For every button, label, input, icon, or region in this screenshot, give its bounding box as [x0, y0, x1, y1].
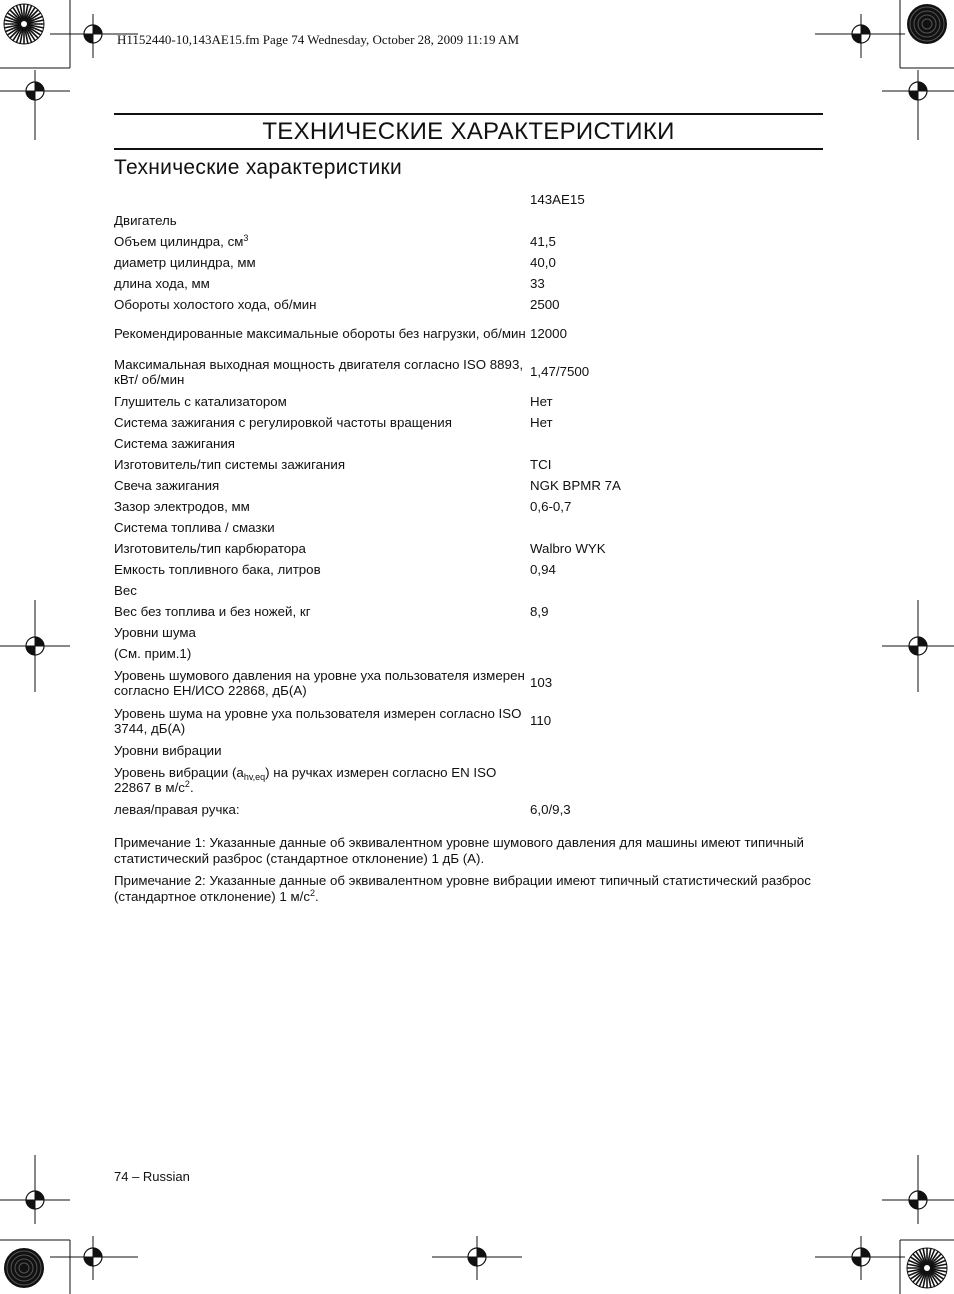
spec-value: 40,0 — [530, 254, 556, 270]
spec-label-text: Обороты холостого хода, об/мин — [114, 296, 317, 312]
spec-label — [114, 761, 530, 799]
spec-label-text: левая/правая ручка: — [114, 801, 240, 817]
spec-label — [114, 231, 530, 252]
spec-row — [114, 622, 823, 643]
spec-row — [114, 231, 823, 252]
spec-row — [114, 664, 823, 702]
section-title: Технические характеристики — [114, 156, 403, 179]
spec-row — [114, 294, 823, 315]
spec-row — [114, 252, 823, 273]
spec-row — [114, 702, 823, 740]
spec-value: 1,47/7500 — [530, 364, 590, 380]
spec-value — [530, 761, 823, 799]
spec-label-sub: hv,eq — [243, 771, 266, 782]
spec-value — [530, 517, 823, 538]
spec-row — [114, 353, 823, 391]
spec-label — [114, 454, 530, 475]
spec-label-text: Уровни шума — [114, 624, 196, 640]
spec-label-text: Система топлива / смазки — [114, 519, 275, 535]
note-2 — [114, 873, 834, 905]
spec-label-text: Система зажигания — [114, 435, 235, 451]
spec-label-text: Уровень шума на уровне уха пользователя измерен согласно ISO 3744, дБ(A) — [114, 705, 522, 736]
spec-label — [114, 210, 530, 231]
model-header-row — [114, 190, 823, 210]
spec-label-text: Вес без топлива и без ножей, кг — [114, 603, 311, 619]
spec-row — [114, 643, 823, 664]
spec-label — [114, 799, 530, 820]
spec-label-sup: 3 — [243, 232, 249, 243]
spec-label — [114, 252, 530, 273]
spec-value: 0,94 — [530, 561, 556, 577]
note-2-end: . — [315, 889, 319, 904]
spec-row — [114, 538, 823, 559]
spec-row — [114, 433, 823, 454]
spec-value: 12000 — [530, 326, 567, 342]
spec-value — [530, 433, 823, 454]
spec-label-text: Уровни вибрации — [114, 742, 222, 758]
spec-value: Walbro WYK — [530, 540, 606, 556]
spec-row — [114, 475, 823, 496]
spec-value: 6,0/9,3 — [530, 801, 571, 817]
spec-value — [530, 210, 823, 231]
spec-row — [114, 391, 823, 412]
spec-value: 0,6-0,7 — [530, 498, 572, 514]
spec-row — [114, 559, 823, 580]
spec-value: Нет — [530, 414, 553, 430]
spec-label-text: (См. прим.1) — [114, 645, 192, 661]
spec-value: NGK BPMR 7A — [530, 477, 621, 493]
spec-value: 33 — [530, 275, 545, 291]
spec-value: 110 — [530, 713, 552, 729]
note-2-text: Примечание 2: Указанные данные об эквивалентном уровне вибрации имеют типичный статистический разброс (стандартное отклонение) 1 м/с — [114, 873, 811, 904]
spec-label — [114, 315, 530, 353]
spec-label-text: Максимальная выходная мощность двигателя согласно ISO 8893, кВт/ об/мин — [114, 356, 524, 387]
spec-label-text: Система зажигания с регулировкой частоты вращения — [114, 414, 452, 430]
spec-label — [114, 580, 530, 601]
spec-label-text: Уровень шумового давления на уровне уха пользователя измерен согласно ЕН/ИСО 22868, дБ(А) — [114, 667, 525, 698]
model-header: 143AE15 — [530, 192, 585, 208]
spec-label-text: Свеча зажигания — [114, 477, 220, 493]
spec-label-text: Емкость топливного бака, литров — [114, 561, 321, 577]
page-footer: 74 – Russian — [114, 1169, 190, 1184]
spec-row — [114, 273, 823, 294]
spec-label — [114, 601, 530, 622]
spec-value — [530, 740, 823, 761]
spec-label-text: Рекомендированные максимальные обороты без нагрузки, об/мин — [114, 326, 526, 342]
spec-label — [114, 391, 530, 412]
spec-label — [114, 496, 530, 517]
page-title: ТЕХНИЧЕСКИЕ ХАРАКТЕРИСТИКИ — [262, 117, 675, 145]
spec-row — [114, 315, 823, 353]
spec-row — [114, 761, 823, 799]
spec-label-text: диаметр цилиндра, мм — [114, 254, 256, 270]
spec-value: 103 — [530, 675, 553, 691]
spec-label — [114, 412, 530, 433]
spec-value — [530, 643, 823, 664]
spec-row — [114, 517, 823, 538]
spec-label-text: Зазор электродов, мм — [114, 498, 250, 514]
spec-label-text: Вес — [114, 582, 137, 598]
spec-value — [530, 622, 823, 643]
spec-label-end: . — [189, 780, 194, 795]
file-header: H1152440-10,143AE15.fm Page 74 Wednesday, October 28, 2009 11:19 AM — [117, 32, 520, 47]
spec-label — [114, 643, 530, 664]
spec-label-text: Изготовитель/тип карбюратора — [114, 540, 306, 556]
spec-label-text: длина хода, мм — [114, 275, 210, 291]
spec-label-text: Уровень вибрации (a — [114, 764, 244, 780]
spec-label — [114, 433, 530, 454]
spec-row — [114, 799, 823, 820]
spec-row — [114, 496, 823, 517]
spec-label — [114, 475, 530, 496]
spec-label-tail: ) на ручках измерен согласно EN ISO 22867 в м/с — [114, 764, 497, 795]
spec-label-text: Объем цилиндра, см — [114, 233, 244, 249]
spec-label — [114, 559, 530, 580]
spec-value: 8,9 — [530, 603, 549, 619]
spec-label — [114, 294, 530, 315]
spec-label — [114, 353, 530, 391]
spec-row — [114, 454, 823, 475]
spec-label — [114, 517, 530, 538]
page-title-bar — [114, 113, 823, 150]
spec-table — [114, 190, 823, 820]
spec-label-sup: 2 — [184, 779, 190, 789]
spec-row — [114, 412, 823, 433]
spec-row — [114, 740, 823, 761]
spec-value — [530, 580, 823, 601]
spec-row — [114, 210, 823, 231]
notes — [114, 835, 834, 911]
spec-value: 2500 — [530, 296, 560, 312]
note-2-sup: 2 — [310, 888, 316, 898]
spec-label-text: Глушитель с катализатором — [114, 393, 287, 409]
spec-label — [114, 622, 530, 643]
spec-label — [114, 740, 530, 761]
spec-row — [114, 601, 823, 622]
spec-label — [114, 538, 530, 559]
spec-value: Нет — [530, 393, 553, 409]
note-1: Примечание 1: Указанные данные об эквивалентном уровне шумового давления для машины имеют типичный статистический разброс (стандартное отклонение) 1 дБ (А). — [114, 835, 804, 866]
spec-label — [114, 664, 530, 702]
spec-label-text: Двигатель — [114, 212, 177, 228]
spec-value: 41,5 — [530, 233, 556, 249]
spec-row — [114, 580, 823, 601]
spec-label — [114, 273, 530, 294]
spec-label-text: Изготовитель/тип системы зажигания — [114, 456, 346, 472]
spec-label — [114, 702, 530, 740]
spec-value: TCI — [530, 456, 552, 472]
